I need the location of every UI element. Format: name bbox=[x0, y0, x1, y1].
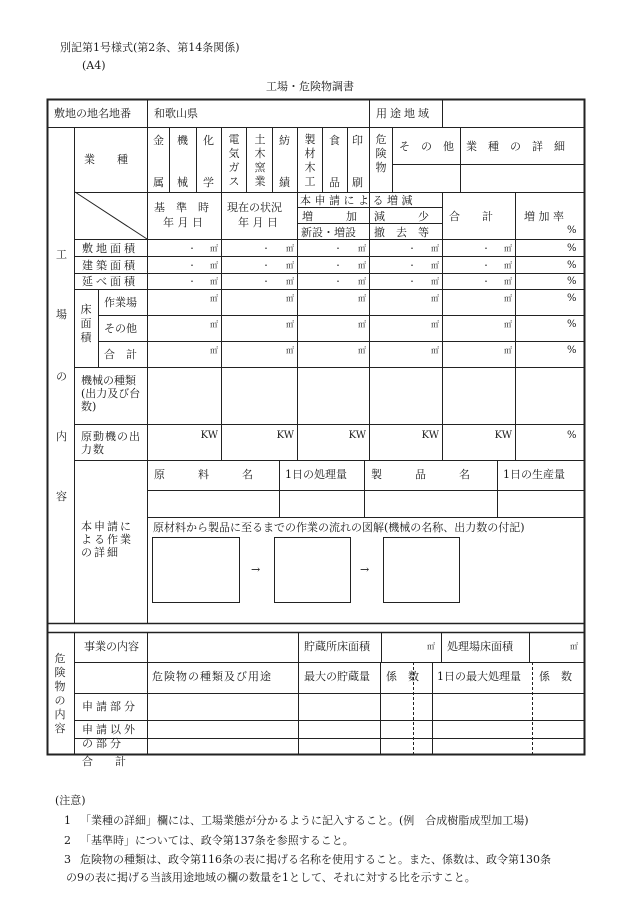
flow-arrow-1: → bbox=[251, 563, 261, 576]
zone-label: 用途地域 bbox=[376, 107, 432, 120]
factory-side-char-4: 内 bbox=[56, 430, 67, 443]
floor-row-workshop: 作業場 bbox=[104, 296, 137, 309]
area-dot-separator: ・ bbox=[482, 261, 490, 270]
floor-unit-sqm: ㎡ bbox=[358, 294, 366, 303]
industry-printing-bottom: 刷 bbox=[352, 176, 363, 189]
coefficient-header-1: 係 数 bbox=[386, 670, 419, 683]
area-dot-separator: ・ bbox=[188, 277, 196, 286]
note-3-number: 3 bbox=[64, 853, 71, 866]
area-rate-percent: % bbox=[567, 276, 577, 287]
floor-unit-sqm: ㎡ bbox=[504, 346, 512, 355]
rate-percent-header: % bbox=[567, 225, 577, 236]
floor-unit-sqm: ㎡ bbox=[210, 346, 218, 355]
floor-unit-sqm: ㎡ bbox=[358, 346, 366, 355]
area-dot-separator: ・ bbox=[482, 277, 490, 286]
current-date-header: 年 月 日 bbox=[238, 216, 278, 229]
industry-food-top: 食 bbox=[329, 134, 340, 147]
hazard-row-total: 合 計 bbox=[82, 755, 126, 768]
flow-step-box-3[interactable] bbox=[383, 537, 460, 603]
industry-spinning-top: 紡 bbox=[279, 134, 290, 147]
industry-hazard: 危険物 bbox=[375, 133, 387, 174]
flow-step-box-1[interactable] bbox=[152, 537, 240, 603]
area-dot-separator: ・ bbox=[262, 244, 270, 253]
area-unit-sqm: ㎡ bbox=[504, 261, 512, 270]
note-1-number: 1 bbox=[64, 814, 71, 827]
raw-material-header: 原 料 名 bbox=[154, 468, 253, 481]
area-rate-percent: % bbox=[567, 260, 577, 271]
factory-side-char-3: の bbox=[56, 370, 67, 383]
area-unit-sqm: ㎡ bbox=[358, 261, 366, 270]
processing-area-label: 処理場床面積 bbox=[447, 640, 513, 653]
factory-side-char-5: 容 bbox=[56, 490, 67, 503]
increase-sub-header: 新設・増設 bbox=[301, 226, 356, 239]
note-3-continuation: の9の表に掲げる当該用途地域の欄の数量を1として、それに対する比を示すこと。 bbox=[66, 871, 476, 884]
product-header: 製 品 名 bbox=[371, 468, 470, 481]
floor-rate-percent: % bbox=[567, 319, 577, 330]
total-header: 合 計 bbox=[449, 210, 493, 223]
floor-rate-percent: % bbox=[567, 345, 577, 356]
floor-unit-sqm: ㎡ bbox=[358, 320, 366, 329]
factory-side-char-1: 工 bbox=[56, 248, 67, 261]
floor-row-total: 合 計 bbox=[104, 348, 137, 361]
area-dot-separator: ・ bbox=[408, 277, 416, 286]
hazard-row-non-applied: 申請以外の部分 bbox=[82, 723, 138, 750]
hazard-side-label: 危険物の内容 bbox=[54, 652, 66, 735]
area-unit-sqm: ㎡ bbox=[286, 244, 294, 253]
processing-area-unit: ㎡ bbox=[570, 642, 578, 651]
decrease-header: 減 少 bbox=[374, 210, 429, 223]
business-content-label: 事業の内容 bbox=[84, 640, 139, 653]
floor-unit-sqm: ㎡ bbox=[431, 320, 439, 329]
increase-header: 増 加 bbox=[302, 210, 357, 223]
motor-output-label: 原動機の出力数 bbox=[81, 430, 141, 456]
form-number-label: 別記第1号様式(第2条、第14条関係) bbox=[60, 41, 240, 54]
area-unit-sqm: ㎡ bbox=[286, 261, 294, 270]
industry-metal-top: 金 bbox=[153, 134, 164, 147]
industry-food-bottom: 品 bbox=[329, 176, 340, 189]
flow-arrow-2: → bbox=[360, 563, 370, 576]
area-unit-sqm: ㎡ bbox=[210, 244, 218, 253]
storage-area-label: 貯蔵所床面積 bbox=[304, 640, 370, 653]
note-3-text: 危険物の種類は、政令第116条の表に掲げる名称を使用すること。また、係数は、政令第130条 bbox=[80, 853, 551, 866]
industry-civil-ceramic: 土木窯業 bbox=[254, 133, 266, 188]
industry-detail-label: 業 種 の 詳 細 bbox=[466, 140, 565, 153]
notes-heading: (注意) bbox=[55, 794, 86, 807]
area-unit-sqm: ㎡ bbox=[210, 261, 218, 270]
motor-rate-percent: % bbox=[567, 430, 577, 441]
factory-side-char-2: 場 bbox=[56, 308, 67, 321]
floor-unit-sqm: ㎡ bbox=[210, 294, 218, 303]
base-date-header: 年 月 日 bbox=[163, 216, 203, 229]
area-row-label: 建築面積 bbox=[82, 259, 138, 272]
note-1-text: 「業種の詳細」欄には、工場業態が分かるように記入すること。(例 合成樹脂成型加工場) bbox=[80, 814, 529, 827]
page-title: 工場・危険物調書 bbox=[266, 80, 354, 93]
area-unit-sqm: ㎡ bbox=[431, 261, 439, 270]
decrease-sub-header: 撤 去 等 bbox=[374, 226, 429, 239]
area-unit-sqm: ㎡ bbox=[286, 277, 294, 286]
coefficient-header-2: 係 数 bbox=[539, 670, 572, 683]
floor-rate-percent: % bbox=[567, 293, 577, 304]
area-rate-percent: % bbox=[567, 243, 577, 254]
floor-unit-sqm: ㎡ bbox=[431, 294, 439, 303]
industry-label: 業 種 bbox=[84, 153, 128, 166]
industry-other-label: そ の 他 bbox=[399, 140, 454, 153]
area-unit-sqm: ㎡ bbox=[504, 244, 512, 253]
base-time-header: 基 準 時 bbox=[154, 201, 209, 214]
industry-machine-top: 機 bbox=[177, 134, 188, 147]
floor-unit-sqm: ㎡ bbox=[504, 320, 512, 329]
current-status-header: 現在の状況 bbox=[227, 201, 282, 214]
area-dot-separator: ・ bbox=[262, 277, 270, 286]
area-dot-separator: ・ bbox=[408, 244, 416, 253]
area-dot-separator: ・ bbox=[334, 244, 342, 253]
paper-size-label: (A4) bbox=[82, 59, 106, 72]
floor-unit-sqm: ㎡ bbox=[504, 294, 512, 303]
area-dot-separator: ・ bbox=[188, 261, 196, 270]
area-unit-sqm: ㎡ bbox=[431, 244, 439, 253]
floor-row-other: その他 bbox=[104, 322, 137, 335]
floor-unit-sqm: ㎡ bbox=[286, 320, 294, 329]
rate-header: 増 加 率 bbox=[524, 210, 564, 223]
motor-unit-kw: KW bbox=[200, 430, 218, 441]
industry-machine-bottom: 械 bbox=[177, 176, 188, 189]
motor-unit-kw: KW bbox=[421, 430, 439, 441]
flow-caption: 原材料から製品に至るまでの作業の流れの図解(機械の名称、出力数の付記) bbox=[153, 521, 525, 534]
industry-chemical-bottom: 学 bbox=[203, 176, 214, 189]
storage-area-unit: ㎡ bbox=[427, 642, 435, 651]
site-address-label: 敷地の地名地番 bbox=[54, 107, 131, 120]
floor-unit-sqm: ㎡ bbox=[286, 346, 294, 355]
area-unit-sqm: ㎡ bbox=[358, 277, 366, 286]
daily-processing-header: 1日の処理量 bbox=[285, 468, 347, 481]
area-dot-separator: ・ bbox=[188, 244, 196, 253]
area-unit-sqm: ㎡ bbox=[358, 244, 366, 253]
machines-label: 機械の種類(出力及び台数) bbox=[81, 374, 141, 413]
area-dot-separator: ・ bbox=[408, 261, 416, 270]
industry-lumber: 製材木工 bbox=[304, 133, 316, 188]
area-dot-separator: ・ bbox=[334, 277, 342, 286]
daily-production-header: 1日の生産量 bbox=[503, 468, 565, 481]
hazard-row-applied: 申請部分 bbox=[82, 700, 138, 713]
daily-max-processing-header: 1日の最大処理量 bbox=[437, 670, 521, 683]
work-detail-label: 本申請による作業の詳細 bbox=[81, 520, 133, 559]
this-application-header: 本 申 請 に よ る 増 減 bbox=[300, 194, 413, 207]
industry-chemical-top: 化 bbox=[203, 134, 214, 147]
hazard-type-use-header: 危険物の種類及び用途 bbox=[152, 670, 272, 683]
motor-unit-kw: KW bbox=[276, 430, 294, 441]
area-row-label: 延べ面積 bbox=[82, 275, 138, 288]
industry-spinning-bottom: 績 bbox=[279, 176, 290, 189]
floor-unit-sqm: ㎡ bbox=[210, 320, 218, 329]
motor-unit-kw: KW bbox=[494, 430, 512, 441]
area-unit-sqm: ㎡ bbox=[210, 277, 218, 286]
industry-electric-gas: 電気ガス bbox=[228, 133, 240, 188]
note-2-text: 「基準時」については、政令第137条を参照すること。 bbox=[80, 834, 354, 847]
area-dot-separator: ・ bbox=[262, 261, 270, 270]
site-address-value[interactable]: 和歌山県 bbox=[154, 107, 198, 120]
industry-printing-top: 印 bbox=[352, 134, 363, 147]
area-unit-sqm: ㎡ bbox=[431, 277, 439, 286]
floor-unit-sqm: ㎡ bbox=[286, 294, 294, 303]
floor-area-label: 床面積 bbox=[80, 303, 92, 344]
area-unit-sqm: ㎡ bbox=[504, 277, 512, 286]
motor-unit-kw: KW bbox=[348, 430, 366, 441]
floor-unit-sqm: ㎡ bbox=[431, 346, 439, 355]
flow-step-box-2[interactable] bbox=[274, 537, 351, 603]
area-dot-separator: ・ bbox=[334, 261, 342, 270]
industry-metal-bottom: 属 bbox=[153, 176, 164, 189]
area-row-label: 敷地面積 bbox=[82, 242, 138, 255]
area-dot-separator: ・ bbox=[482, 244, 490, 253]
note-2-number: 2 bbox=[64, 834, 71, 847]
max-storage-header: 最大の貯蔵量 bbox=[304, 670, 370, 683]
